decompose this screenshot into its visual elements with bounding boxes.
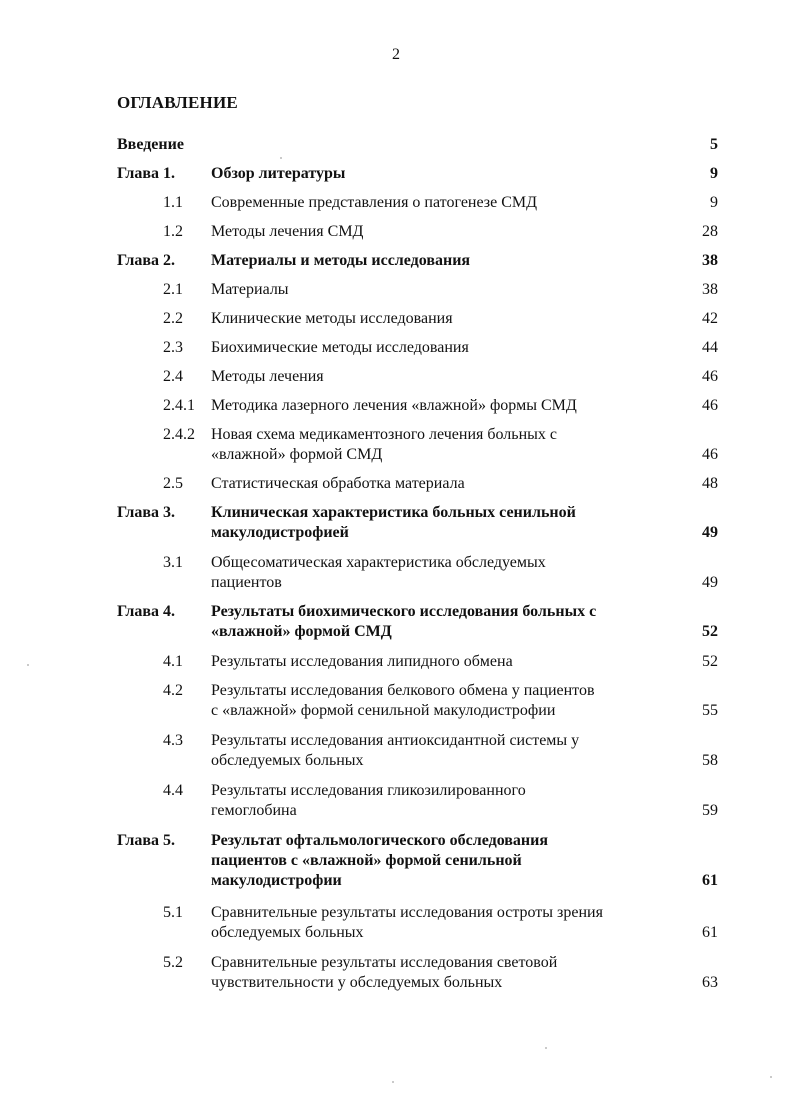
entry-number: 1.2 xyxy=(163,223,183,240)
entry-title xyxy=(211,338,681,358)
entry-title-line: Результаты исследования антиоксидантной системы у xyxy=(211,732,580,749)
entry-title-line: «влажной» формой СМД xyxy=(211,623,392,640)
entry-title-line: Сравнительные результаты исследования остроты зрения xyxy=(211,904,603,921)
entry-title-line: «влажной» формой СМД xyxy=(211,446,383,463)
entry-title-line: Материалы и методы исследования xyxy=(211,252,471,269)
entry-page-number: 28 xyxy=(702,223,718,240)
entry-title xyxy=(211,831,681,891)
entry-number: 4.3 xyxy=(163,732,183,749)
entry-title xyxy=(211,367,681,387)
entry-number: 5.2 xyxy=(163,954,183,971)
entry-title-line: Новая схема медикаментозного лечения больных с xyxy=(211,426,557,443)
entry-title-line: Клиническая характеристика больных сенильной xyxy=(211,504,576,521)
entry-page-number: 9 xyxy=(710,194,718,211)
entry-title-line: Результаты биохимического исследования больных с xyxy=(211,603,597,620)
entry-title xyxy=(211,474,681,494)
entry-page-number: 49 xyxy=(702,574,718,591)
entry-title-line: Методика лазерного лечения «влажной» формы СМД xyxy=(211,397,577,414)
entry-title xyxy=(211,681,681,721)
entry-title-line: с «влажной» формой сенильной макулодистрофии xyxy=(211,702,556,719)
entry-title-line: макулодистрофии xyxy=(211,872,342,889)
entry-title-line: Материалы xyxy=(211,281,289,298)
entry-title xyxy=(211,193,681,213)
entry-title-line: пациентов с «влажной» формой сенильной xyxy=(211,852,522,869)
entry-page-number: 55 xyxy=(702,702,718,719)
entry-title-line: обследуемых больных xyxy=(211,924,364,941)
entry-number: 4.1 xyxy=(163,653,183,670)
entry-title-line: Клинические методы исследования xyxy=(211,310,453,327)
entry-title xyxy=(211,781,681,821)
entry-title xyxy=(211,396,681,416)
entry-number: 3.1 xyxy=(163,554,183,571)
entry-title-line: Результаты исследования липидного обмена xyxy=(211,653,513,670)
entry-title xyxy=(211,652,681,672)
entry-title xyxy=(211,731,681,771)
entry-title-line: макулодистрофией xyxy=(211,524,349,541)
entry-number: 5.1 xyxy=(163,904,183,921)
entry-title xyxy=(211,222,681,242)
entry-title xyxy=(211,503,681,543)
entry-title-line: Биохимические методы исследования xyxy=(211,339,469,356)
scan-speck xyxy=(392,1081,394,1083)
page-number: 2 xyxy=(392,46,400,63)
entry-title-line: Современные представления о патогенезе СМД xyxy=(211,194,538,211)
entry-number: 2.4.2 xyxy=(163,426,195,443)
entry-page-number: 46 xyxy=(702,397,718,414)
entry-title xyxy=(211,903,681,943)
entry-page-number: 63 xyxy=(702,974,718,991)
entry-title xyxy=(211,425,681,465)
entry-number: 2.5 xyxy=(163,475,183,492)
entry-title xyxy=(211,164,681,184)
entry-number: 2.4 xyxy=(163,368,183,385)
scan-speck xyxy=(280,157,282,159)
entry-page-number: 38 xyxy=(702,252,718,269)
entry-title xyxy=(211,553,681,593)
entry-title-line: Методы лечения СМД xyxy=(211,223,364,240)
entry-page-number: 59 xyxy=(702,802,718,819)
entry-number: Глава 3. xyxy=(117,504,175,521)
entry-title xyxy=(211,602,681,642)
entry-title-line: Результат офтальмологического обследования xyxy=(211,832,549,849)
entry-number: 4.2 xyxy=(163,682,183,699)
entry-title xyxy=(211,953,681,993)
entry-number: 4.4 xyxy=(163,782,183,799)
entry-page-number: 52 xyxy=(702,623,718,640)
entry-title-line: Результаты исследования белкового обмена у пациентов xyxy=(211,682,595,699)
entry-page-number: 61 xyxy=(702,924,718,941)
entry-title-line: Методы лечения xyxy=(211,368,324,385)
entry-page-number: 46 xyxy=(702,446,718,463)
entry-number: Глава 5. xyxy=(117,832,175,849)
entry-number: Глава 2. xyxy=(117,252,175,269)
entry-number: Глава 4. xyxy=(117,603,175,620)
entry-number: 2.4.1 xyxy=(163,397,195,414)
entry-page-number: 5 xyxy=(710,136,718,153)
entry-title xyxy=(211,251,681,271)
entry-title-line: Сравнительные результаты исследования световой xyxy=(211,954,558,971)
entry-page-number: 42 xyxy=(702,310,718,327)
entry-number: Введение xyxy=(117,136,184,153)
entry-page-number: 46 xyxy=(702,368,718,385)
entry-number: 2.2 xyxy=(163,310,183,327)
entry-page-number: 38 xyxy=(702,281,718,298)
entry-page-number: 44 xyxy=(702,339,718,356)
entry-page-number: 48 xyxy=(702,475,718,492)
entry-number: 2.1 xyxy=(163,281,183,298)
entry-title-line: обследуемых больных xyxy=(211,752,364,769)
scan-speck xyxy=(27,664,29,666)
entry-number: 2.3 xyxy=(163,339,183,356)
entry-page-number: 9 xyxy=(710,165,718,182)
entry-number: 1.1 xyxy=(163,194,183,211)
entry-page-number: 58 xyxy=(702,752,718,769)
entry-title-line: пациентов xyxy=(211,574,282,591)
entry-title-line: Общесоматическая характеристика обследуемых xyxy=(211,554,546,571)
entry-title-line: гемоглобина xyxy=(211,802,297,819)
toc-heading: ОГЛАВЛЕНИЕ xyxy=(117,93,238,112)
entry-page-number: 61 xyxy=(702,872,718,889)
scan-speck xyxy=(545,1047,547,1049)
entry-title-line: Обзор литературы xyxy=(211,165,346,182)
entry-number: Глава 1. xyxy=(117,165,175,182)
entry-title-line: Статистическая обработка материала xyxy=(211,475,465,492)
entry-page-number: 49 xyxy=(702,524,718,541)
entry-title xyxy=(211,280,681,300)
entry-page-number: 52 xyxy=(702,653,718,670)
entry-title-line: Результаты исследования гликозилированного xyxy=(211,782,526,799)
entry-title xyxy=(211,309,681,329)
entry-title-line: чувствительности у обследуемых больных xyxy=(211,974,503,991)
scan-speck xyxy=(770,1076,772,1078)
